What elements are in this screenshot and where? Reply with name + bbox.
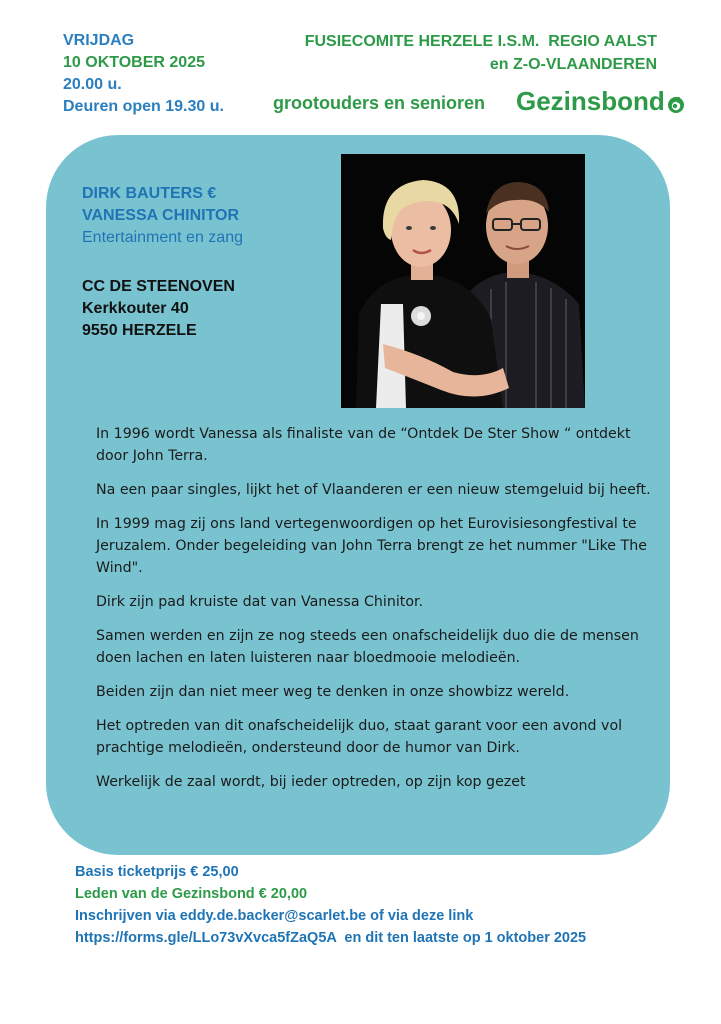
event-time: 20.00 u.	[63, 76, 122, 93]
artist-genre: Entertainment en zang	[82, 229, 243, 246]
organiser	[305, 30, 657, 76]
brand-logo	[516, 86, 685, 117]
event-doors: Deuren open 19.30 u.	[63, 98, 224, 115]
registration-info[interactable]: Inschrijven via eddy.de.backer@scarlet.be of via deze link	[75, 908, 474, 924]
brand-name: Gezinsbond	[516, 86, 665, 116]
venue-block	[82, 276, 235, 342]
event-day: VRIJDAG	[63, 32, 135, 49]
price-members: Leden van de Gezinsbond € 20,00	[75, 886, 308, 902]
story-paragraph: Het optreden van dit onafscheidelijk duo, staat garant voor een avond vol prachtige melodieën, ondersteund door de humor van Dirk.	[96, 718, 623, 756]
price-basic: Basis ticketprijs € 25,00	[75, 864, 239, 880]
event-date: 10 OKTOBER 2025	[63, 54, 205, 71]
story-paragraph: Na een paar singles, lijkt het of Vlaanderen er een nieuw stemgeluid bij heeft.	[96, 482, 651, 498]
venue-city: 9550 HERZELE	[82, 322, 197, 339]
story-paragraph: Beiden zijn dan niet meer weg te denken in onze showbizz wereld.	[96, 684, 570, 700]
organiser-subtitle: grootouders en senioren	[273, 93, 486, 113]
gezinsbond-logo-icon	[667, 90, 685, 108]
story-text	[96, 423, 656, 805]
artist-name-1: DIRK BAUTERS €	[82, 185, 217, 202]
artist-photo	[341, 154, 585, 408]
venue-name: CC DE STEENOVEN	[82, 278, 235, 295]
story-paragraph: Werkelijk de zaal wordt, bij ieder optreden, op zijn kop gezet	[96, 774, 526, 790]
organiser-line2: en Z-O-VLAANDEREN	[489, 56, 657, 73]
event-info	[63, 30, 224, 118]
venue-street: Kerkkouter 40	[82, 300, 189, 317]
organiser-line1: FUSIECOMITE HERZELE I.S.M. REGIO AALST	[304, 33, 657, 50]
story-paragraph: In 1999 mag zij ons land vertegenwoordigen op het Eurovisiesongfestival te Jeruzalem. Onder begeleiding van John Terra brengt ze het nummer "Like The Wind".	[96, 516, 647, 576]
story-paragraph: Dirk zijn pad kruiste dat van Vanessa Chinitor.	[96, 594, 424, 610]
artist-name-2: VANESSA CHINITOR	[82, 207, 240, 224]
pricing-block	[75, 861, 586, 949]
story-paragraph: Samen werden en zijn ze nog steeds een onafscheidelijk duo die de mensen doen lachen en laten luisteren naar bloedmooie melodieën.	[96, 628, 639, 666]
artist-block	[82, 183, 243, 249]
story-paragraph: In 1996 wordt Vanessa als finaliste van de “Ontdek De Ster Show “ ontdekt door John Terra.	[96, 426, 631, 464]
registration-link[interactable]: https://forms.gle/LLo73vXvca5fZaQ5A en dit ten laatste op 1 oktober 2025	[75, 930, 587, 946]
